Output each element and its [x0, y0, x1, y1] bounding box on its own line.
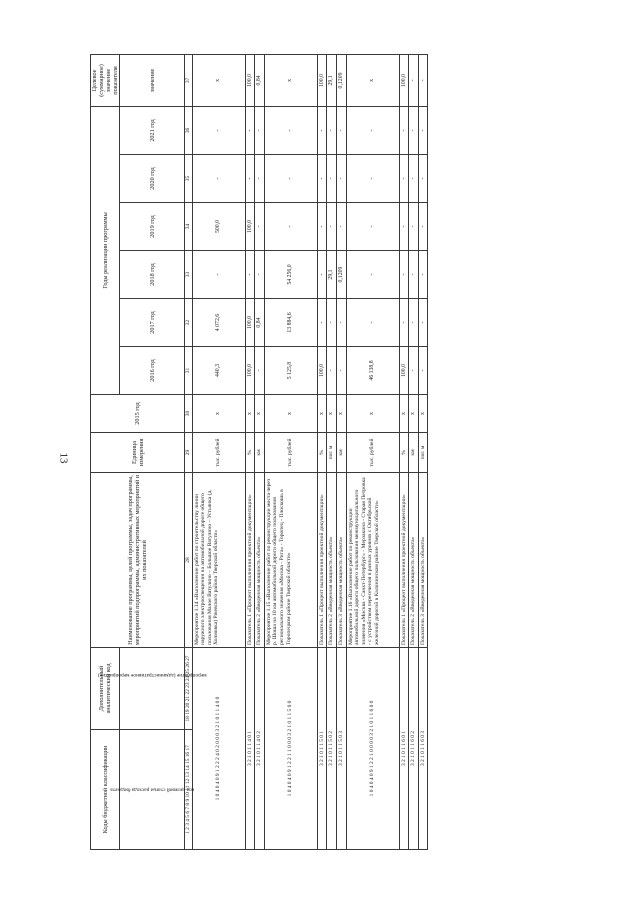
row-value-y2019: - — [418, 203, 428, 251]
row-unit: % — [245, 433, 255, 473]
row-value-y2018: - — [346, 251, 399, 299]
header-budget-codes: Коды бюджетной классификации — [91, 730, 120, 850]
row-value-final: х — [264, 54, 317, 106]
header-year-2021: 2021 год — [120, 106, 185, 154]
table-row — [418, 54, 428, 849]
row-codes: 3 2 1 0 1 1 4 0 1 — [245, 648, 255, 850]
row-unit: пог. м — [418, 433, 428, 473]
header-year-2019: 2019 год — [120, 203, 185, 251]
header-year-2016: 2016 год — [120, 347, 185, 395]
header-unit: Единица измерения — [91, 433, 185, 473]
row-unit: тыс. рублей — [346, 433, 399, 473]
row-value-y2016: 5 125,8 — [264, 347, 317, 395]
header-year-2015: 2015 год — [91, 395, 185, 433]
table-row — [399, 54, 409, 849]
colnum-2019: 34 — [185, 203, 193, 251]
row-value-y2015: х — [327, 395, 337, 433]
row-unit: км — [255, 433, 265, 473]
row-value-y2015: х — [255, 395, 265, 433]
row-value-final: 0,1209 — [336, 54, 346, 106]
header-target-item: код целевой статьи расхода бюджета — [110, 786, 194, 793]
row-name: Мероприятие 1.14 «Выполнение работ по строительству линии наружного электроосвещения на автомобильной дороге общего пользования Малое Ватулино – Большое Ватулино – Устьянка (д. Холмовка) Ржевского района Тверской области» — [192, 473, 245, 648]
colnum-2016: 31 — [185, 347, 193, 395]
row-value-y2015: х — [264, 395, 317, 433]
row-value-y2018: - — [317, 251, 327, 299]
row-unit: пог. м — [327, 433, 337, 473]
table-row — [409, 54, 419, 849]
row-value-y2016: - — [327, 347, 337, 395]
row-value-y2020: - — [399, 155, 409, 203]
table-row — [327, 54, 337, 849]
row-value-final: х — [192, 54, 245, 106]
header-year-2018: 2018 год — [120, 251, 185, 299]
header-final-value: значение — [120, 54, 185, 106]
row-value-y2019: - — [336, 203, 346, 251]
row-name: Показатель 3 «Введенная мощность объекта» — [336, 473, 346, 648]
row-name: Мероприятие 1.16 «Выполнение работ по реконструкции автомобильной дороги общего пользования межмуниципального значения «Москва - Санкт-Петербург» - Мерзакина - Старая Петровка - с устройством пересечения в разных уровнях с Октябрьской железной дорогой в Калининском районе Тверской области» — [346, 473, 399, 648]
row-value-y2017: - — [317, 299, 327, 347]
row-value-final: - — [409, 54, 419, 106]
header-year-2020: 2020 год — [120, 155, 185, 203]
header-name: Наименование программы, целей программы, задач программы, мероприятий подпрограммы, административных мероприятий и их показателей — [91, 473, 185, 648]
row-name: Мероприятие 1.15 «Выполнение работ по реконструкции моста через р. Шоша на 10 км автомобильной дороги общего пользования регионального значения «Москва - Рига» - Торопец - Плоскошь в Торопецком районе Тверской области» — [264, 473, 317, 648]
page-number: 13 — [57, 452, 70, 464]
column-number-row — [185, 54, 193, 849]
row-unit: км — [409, 433, 419, 473]
row-value-y2018: - — [192, 251, 245, 299]
row-value-y2020: - — [264, 155, 317, 203]
header-final-group: Целевое (суммарное) значение показателя — [91, 54, 120, 106]
row-value-y2017: 13 884,6 — [264, 299, 317, 347]
row-value-y2019: - — [346, 203, 399, 251]
row-codes: 3 2 1 0 1 1 4 0 2 — [255, 648, 265, 850]
row-name: Показатель 2 «Введенная мощность объекта» — [409, 473, 419, 648]
row-codes: 3 2 1 0 1 1 6 0 1 — [399, 648, 409, 850]
row-codes: 3 2 1 0 1 1 6 0 2 — [409, 648, 419, 850]
row-codes: 3 2 1 0 1 1 5 0 1 — [317, 648, 327, 850]
row-value-y2019: - — [317, 203, 327, 251]
row-value-y2016: 100,0 — [317, 347, 327, 395]
row-value-final: - — [418, 54, 428, 106]
row-value-y2021: - — [317, 106, 327, 154]
row-value-y2021: - — [264, 106, 317, 154]
colnum-2015: 30 — [185, 395, 193, 433]
row-value-y2015: х — [409, 395, 419, 433]
header-extra-code: Дополнительный аналитический код — [91, 648, 120, 730]
table-row — [255, 54, 265, 849]
table-row — [245, 54, 255, 849]
program-table — [90, 54, 428, 850]
row-value-y2019: - — [327, 203, 337, 251]
colnum-final: 37 — [185, 54, 193, 106]
row-codes: 3 2 1 0 1 1 5 0 3 — [336, 648, 346, 850]
table-row — [317, 54, 327, 849]
colnum-2021: 36 — [185, 106, 193, 154]
row-value-y2018: - — [418, 251, 428, 299]
row-value-y2019: - — [255, 203, 265, 251]
row-value-y2016: 100,0 — [245, 347, 255, 395]
row-unit: тыс. рублей — [264, 433, 317, 473]
colnum-2018: 33 — [185, 251, 193, 299]
row-value-y2018: - — [255, 251, 265, 299]
row-unit: тыс. рублей — [192, 433, 245, 473]
row-codes: 1 0 4 0 4 0 9 1 2 2 1 0 0 0 0 3 2 1 0 1 1 6 0 0 — [346, 648, 399, 850]
row-value-y2015: х — [336, 395, 346, 433]
row-value-y2017: - — [418, 299, 428, 347]
row-name: Показатель 2 «Введенная мощность объекта» — [327, 473, 337, 648]
row-value-y2020: - — [317, 155, 327, 203]
row-unit: % — [399, 433, 409, 473]
header-row-groups — [91, 54, 120, 849]
row-value-y2021: - — [255, 106, 265, 154]
row-value-y2020: - — [409, 155, 419, 203]
row-value-y2021: - — [192, 106, 245, 154]
row-name: Показатель 1 «Процент выполнения проектной документации» — [317, 473, 327, 648]
colnum-name: 28 — [185, 473, 193, 648]
row-value-y2018: 29,1 — [327, 251, 337, 299]
header-year-2017: 2017 год — [120, 299, 185, 347]
row-value-y2018: 54 256,0 — [264, 251, 317, 299]
row-value-y2016: 46 138,8 — [346, 347, 399, 395]
row-value-y2017: - — [399, 299, 409, 347]
row-value-y2017: 0,84 — [255, 299, 265, 347]
row-value-y2021: - — [346, 106, 399, 154]
row-value-y2016: - — [418, 347, 428, 395]
row-value-y2021: - — [399, 106, 409, 154]
row-value-y2020: - — [245, 155, 255, 203]
row-value-final: 100,0 — [245, 54, 255, 106]
row-value-y2020: - — [255, 155, 265, 203]
colnum-2020: 35 — [185, 155, 193, 203]
row-value-y2021: - — [418, 106, 428, 154]
row-codes: 3 2 1 0 1 1 5 0 2 — [327, 648, 337, 850]
row-value-y2017: 4 072,6 — [192, 299, 245, 347]
row-value-final: 100,0 — [399, 54, 409, 106]
colnum-extra: 18 19 20 21 22 23 24 25 26 27 — [185, 648, 193, 730]
row-value-y2016: 100,0 — [399, 347, 409, 395]
row-name: Показатель 1 «Процент выполнения проектной документации» — [245, 473, 255, 648]
colnum-2017: 32 — [185, 299, 193, 347]
row-value-y2020: - — [418, 155, 428, 203]
row-value-y2018: - — [409, 251, 419, 299]
row-value-y2020: - — [192, 155, 245, 203]
row-value-y2015: х — [245, 395, 255, 433]
row-value-y2016: - — [409, 347, 419, 395]
row-value-y2019: - — [399, 203, 409, 251]
row-value-y2019: 100,0 — [245, 203, 255, 251]
row-value-y2015: х — [192, 395, 245, 433]
row-value-y2015: х — [418, 395, 428, 433]
colnum-codes: 1 2 3 4 5 6 7 8 9 10 11 12 13 14 15 16 17 — [185, 730, 193, 850]
row-value-final: 0,84 — [255, 54, 265, 106]
row-value-y2018: 0,1209 — [336, 251, 346, 299]
rotated-table-sheet — [90, 55, 552, 850]
row-value-y2017: - — [336, 299, 346, 347]
row-value-y2017: - — [346, 299, 399, 347]
row-name: Показатель 3 «Введенная мощность объекта» — [418, 473, 428, 648]
header-years-group: Годы реализации программы — [91, 106, 120, 394]
row-value-y2018: - — [399, 251, 409, 299]
row-value-y2021: - — [327, 106, 337, 154]
row-value-y2017: - — [327, 299, 337, 347]
row-value-y2015: х — [346, 395, 399, 433]
row-value-y2020: - — [327, 155, 337, 203]
row-unit: % — [317, 433, 327, 473]
row-value-y2021: - — [409, 106, 419, 154]
table-row — [346, 54, 399, 849]
row-codes: 3 2 1 0 1 1 6 0 3 — [418, 648, 428, 850]
row-codes: 1 0 4 0 4 0 9 1 2 2 2 4 0 2 0 0 0 3 2 1 0 1 1 4 0 0 — [192, 648, 245, 850]
row-value-final: х — [346, 54, 399, 106]
table-row — [336, 54, 346, 849]
row-value-y2017: - — [409, 299, 419, 347]
row-value-y2019: - — [264, 203, 317, 251]
table-row — [192, 54, 245, 849]
row-value-y2016: - — [255, 347, 265, 395]
row-value-y2019: 500,0 — [192, 203, 245, 251]
row-value-y2018: - — [245, 251, 255, 299]
row-value-y2017: 100,0 — [245, 299, 255, 347]
row-value-y2019: - — [409, 203, 419, 251]
header-measure-label: мероприятие (административное мероприятие) — [97, 671, 207, 678]
row-value-y2016: 440,3 — [192, 347, 245, 395]
row-value-y2021: - — [336, 106, 346, 154]
row-value-y2020: - — [336, 155, 346, 203]
colnum-unit: 29 — [185, 433, 193, 473]
row-value-y2021: - — [245, 106, 255, 154]
row-value-final: 29,1 — [327, 54, 337, 106]
row-value-y2020: - — [346, 155, 399, 203]
row-value-y2015: х — [317, 395, 327, 433]
row-name: Показатель 1 «Процент выполнения проектной документации» — [399, 473, 409, 648]
row-value-final: 100,0 — [317, 54, 327, 106]
row-unit: км — [336, 433, 346, 473]
row-value-y2016: - — [336, 347, 346, 395]
row-value-y2015: х — [399, 395, 409, 433]
row-name: Показатель 2 «Введенная мощность объекта» — [255, 473, 265, 648]
row-codes: 1 0 4 0 4 0 9 1 2 2 1 1 0 0 0 3 2 1 0 1 1 5 0 0 — [264, 648, 317, 850]
table-row — [264, 54, 317, 849]
